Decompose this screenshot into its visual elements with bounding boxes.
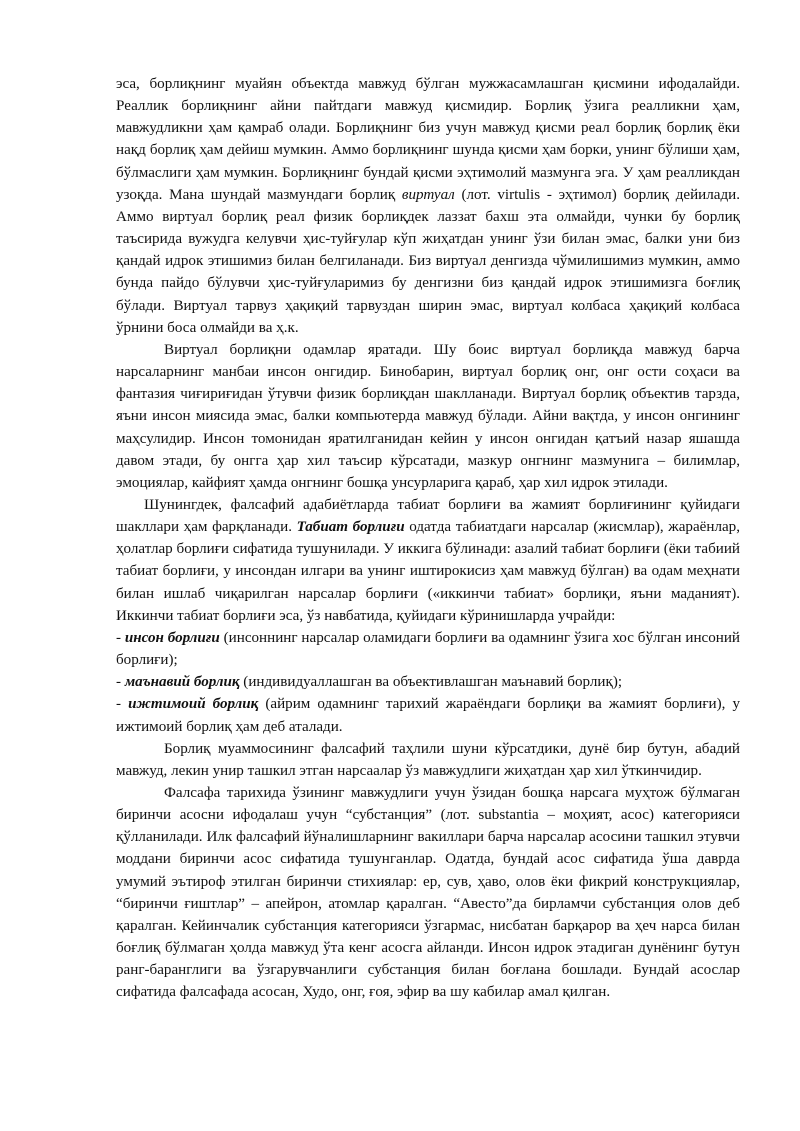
bold-italic-term-nature-being: Табиат борлиғи: [296, 519, 405, 536]
list-item-text: (айрим одамнинг тарихий жараёндаги борлиқи ва жамият борлиғи), у ижтимоий борлиқ ҳам деб аталади.: [116, 696, 740, 735]
list-item-text: (индивидуаллашган ва объективлашган маънавий борлиқ);: [239, 674, 623, 691]
list-dash: -: [116, 696, 129, 713]
list-item-social-being: [116, 693, 740, 737]
paragraph-nature-being: [116, 494, 740, 627]
paragraph-text: Борлиқ муаммосининг фалсафий таҳлили шуни кўрсатдики, дунё бир бутун, абадий мавжуд, лекин унир ташкил этган нарсаалар ўз мавжудлиги жиҳатдан ҳар хил ўткинчидир.: [116, 740, 740, 779]
bold-italic-term-social-being: ижтимоий борлиқ: [128, 696, 259, 713]
list-item-text: (инсоннинг нарсалар оламидаги борлиғи ва одамнинг ўзига хос бўлган инсоний борлиғи);: [116, 629, 741, 669]
bold-italic-term-human-being: инсон борлиғи: [124, 629, 220, 646]
paragraph-substance: [116, 782, 740, 1004]
list-item-spiritual-being: [116, 671, 740, 693]
paragraph-text: эса, борлиқнинг муайян объектда мавжуд бўлган мужжасамлашган қисмини ифодалайди. Реаллик борлиқнинг айни пайтдаги мавжуд қисмидир. Борлиқ ўзига реалликни ҳам, мавжудликни ҳам қамраб олади. Борлиқнинг биз учун мавжуд қисми реал борлиқ борлиқ ёки нақд борлиқ ҳам дейиш мумкин. Аммо борлиқнинг шунда қисми ҳам борки, унинг бўлиши ҳам, бўлмаслиги ҳам мумкин. Борлиқнинг бундай қисми эҳтимолий мазмунга эга. У ҳам реалликдан узоқда. Мана шундай мазмундаги борлиқ: [116, 76, 740, 203]
paragraph-virtual-reality-intro: [116, 73, 740, 339]
paragraph-text: Фалсафа тарихида ўзининг мавжудлиги учун ўзидан бошқа нарсага муҳтож бўлмаган биринчи асосни ифодалаш учун “субстанция” (лот. substantia – моҳият, асос) категорияси қўлланилади. Илк фалсафий йўналишларнинг вакиллари барча нарсалар асосини ташкил этувчи моддани биринчи асос сифатида тушунганлар. Одатда, бундай асос сифатида ўша даврда умумий эътироф этилган биринчи стихиялар: ер, сув, ҳаво, олов ёки фикрий конструкциялар, “биринчи ғиштлар” – апейрон, атомлар қаралган. “Авесто”да бирламчи субстанция олов деб қаралган. Кейинчалик субстанция категорияси ўзгармас, нисбатан барқарор ва ҳеч нарса билан боғлиқ бўлмаган ҳолда мавжуд ўта кенг асосга айланди. Инсон идрок этадиган дунёнинг бутун ранг-баранглиги ва ўзгарувчанлиги субстанция билан боғлана бошлади. Бундай асослар сифатида фалсафада асосан, Худо, онг, ғоя, эфир ва шу кабилар амал қилган.: [116, 785, 740, 1001]
bold-italic-term-spiritual-being: маънавий борлиқ: [124, 674, 240, 691]
paragraph-being-analysis: [116, 738, 740, 782]
list-item-human-being: [116, 627, 740, 671]
italic-term-virtual: виртуал: [401, 186, 455, 203]
paragraph-virtual-reality-created: [116, 339, 740, 494]
paragraph-text: Виртуал борлиқни одамлар яратади. Шу боис виртуал борлиқда мавжуд барча нарсаларнинг манбаи инсон онгидир. Бинобарин, виртуал борлиқ онг, онг ости соҳаси ва фантазия чиғириғидан ўтувчи физик борлиқдан шаклланади. Виртуал борлиқ объектив тарзда, яъни инсон миясида эмас, балки компьютерда мавжуд бўлади. Айни вақтда, у инсон онгининг маҳсулидир. Инсон томонидан яратилганидан кейин у инсон онгидан қатъий назар яшашда давом этади, бу онгга ҳар хил таъсир кўрсатади, мазкур онгнинг мазмунига – билимлар, эмоциялар, кайфият ҳамда онгнинг бошқа унсурларига қараб, ҳар хил идрок этилади.: [116, 341, 740, 491]
paragraph-text: (лот. virtulis - эҳтимол) борлиқ дейилади. Аммо виртуал борлиқ реал физик борлиқдек лаззат бахш эта олмайди, чунки бу борлиқ таъсирида вужудга келувчи ҳис-туйғулар кўп жиҳатдан унинг ўзи билан эмас, балки уни биз қандай идрок этишимиз билан белгиланади. Биз виртуал денгизда чўмилишимиз мумкин, аммо бунда пайдо бўлувчи ҳис-туйғуларимиз бу денгизни биз қандай идрок этишимизга боғлиқ бўлади. Виртуал тарвуз ҳақиқий тарвуздан ширин эмас, виртуал колбаса ҳақиқий колбаса ўрнини боса олмайди ва ҳ.к.: [116, 186, 740, 336]
list-dash: -: [116, 674, 125, 691]
list-dash: -: [116, 629, 125, 646]
paragraph-text: одатда табиатдаги нарсалар (жисмлар), жараёнлар, ҳолатлар борлиғи сифатида тушунилади. У иккига бўлинади: азалий табиат борлиғи (ёки табиий табиат борлиғи, у инсондан илгари ва унинг иштирокисиз ҳам мавжуд бўлган) ва одам меҳнати билан ишлаб чиқарилган нарсалар борлиғи («иккинчи табиат» борлиқи, яъни маданият). Иккинчи табиат борлиғи эса, ўз навбатида, қуйидаги кўринишларда учрайди:: [116, 519, 741, 624]
paragraph-text: Шунингдек, фалсафий адабиётларда табиат борлиғи ва жамият борлиғининг қуйидаги шакллари ҳам фарқланади.: [116, 496, 740, 536]
